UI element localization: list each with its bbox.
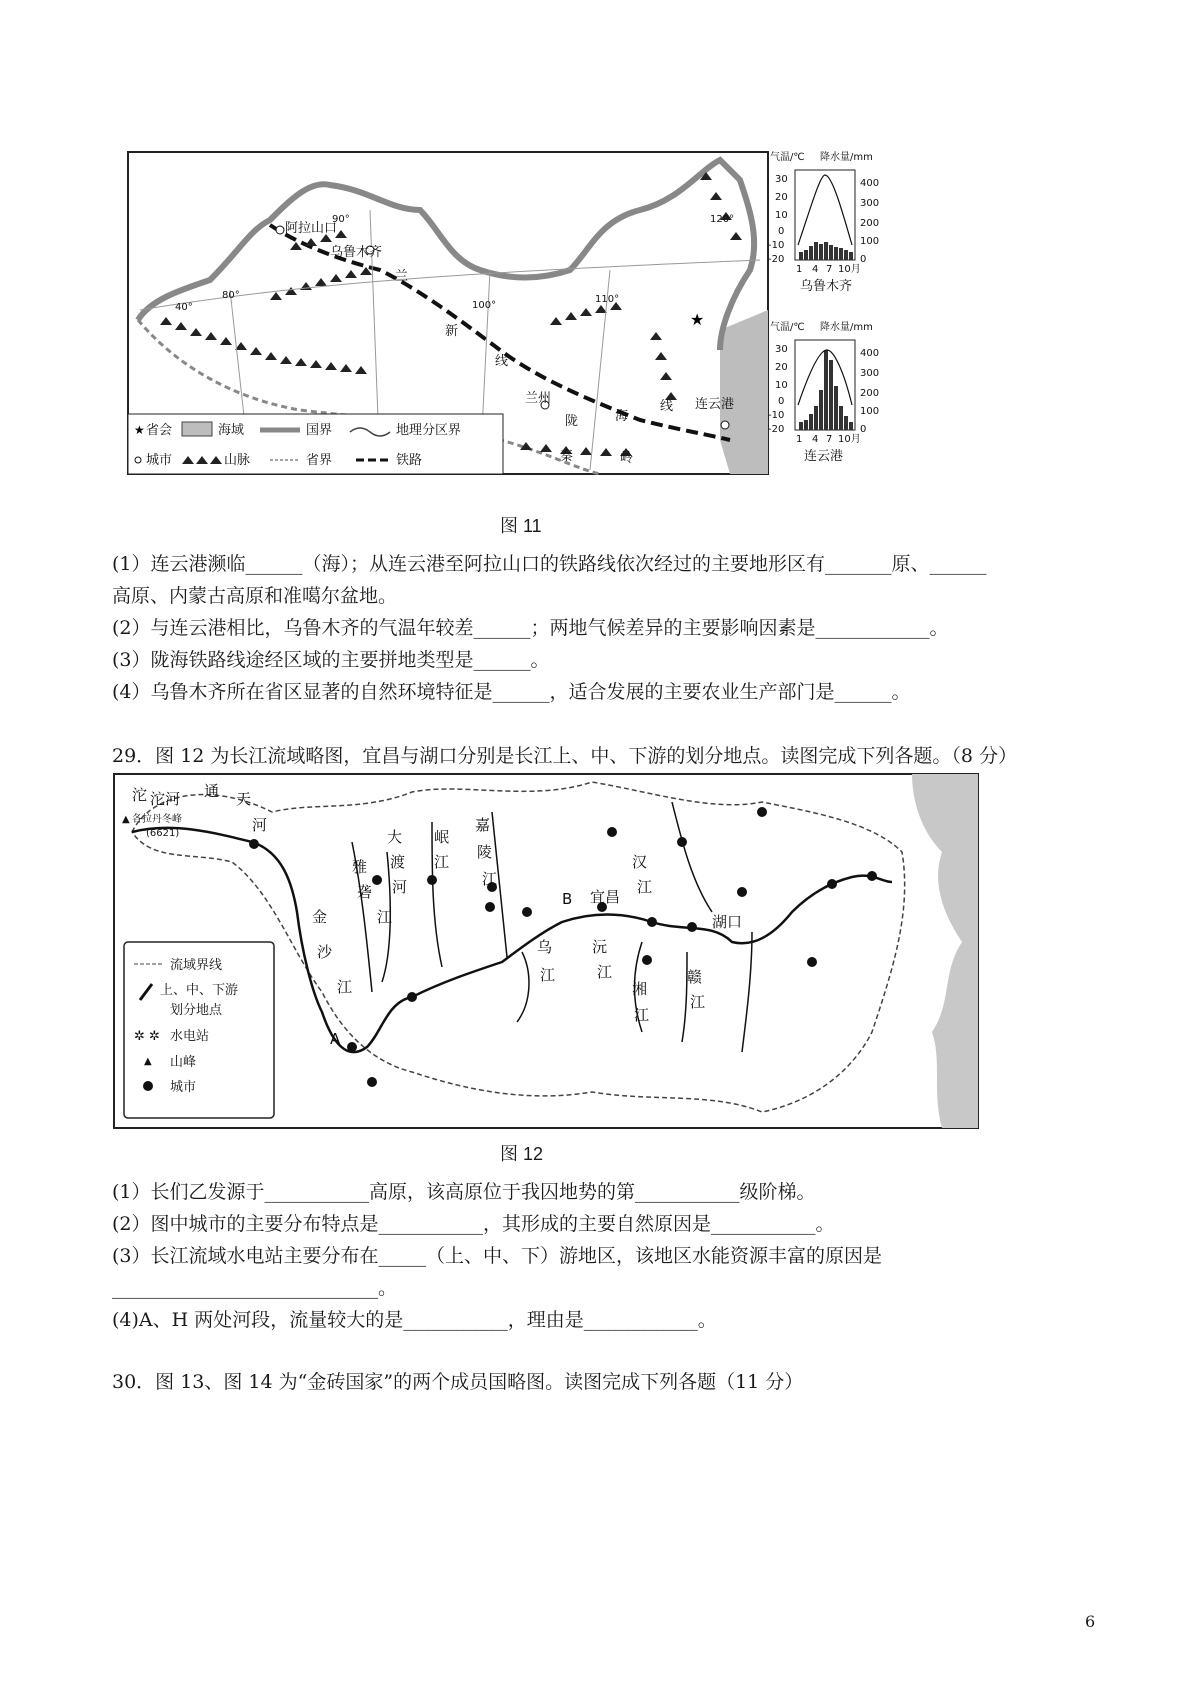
- label-urumqi: 乌鲁木齐: [330, 245, 383, 260]
- q29-line2: (2）图中城市的主要分布特点是___________，其形成的主要自然原因是___________。: [112, 1213, 835, 1235]
- legend-hydro: 水电站: [170, 1029, 210, 1044]
- lbl-xiang: 湘: [632, 980, 648, 998]
- lbl-min: 岷: [434, 828, 450, 846]
- q29-line1: (1）长们乙发源于___________高原，该高原位于我囚地势的第___________级阶梯。: [112, 1181, 816, 1203]
- label-lat40: 40°: [175, 302, 193, 313]
- q28-line5: (4）乌鲁木齐所在省区显著的自然环境特征是______，适合发展的主要农业生产部门是______。: [112, 681, 911, 703]
- lbl-han: 汉: [632, 853, 648, 871]
- lbl-jiang4: 江: [482, 870, 498, 888]
- lbl-jiang5: 江: [540, 966, 556, 984]
- lyg-m-1: 4: [812, 434, 819, 445]
- climate-chart-lianyungang: [768, 320, 879, 464]
- peak-legend-icon: ▲: [144, 1056, 152, 1067]
- lyg-m-0: 1: [796, 434, 803, 445]
- lbl-yuan: 沅: [592, 938, 608, 956]
- legend-region-border: 地理分区界: [396, 423, 462, 438]
- lyg-temp-axis: 气温/℃: [770, 322, 805, 333]
- lyg-tt-3: 0: [778, 396, 785, 407]
- label-hai: 海: [615, 409, 629, 424]
- figure-11-caption: 图 11: [500, 516, 542, 536]
- urumqi-tt-0: 30: [775, 174, 788, 185]
- label-alashankou: 阿拉山口: [285, 221, 338, 236]
- lbl-elev: (6621): [146, 828, 180, 839]
- label-lon90: 90°: [332, 214, 350, 225]
- label-xian2: 线: [660, 399, 674, 414]
- legend-province-border: 省界: [306, 453, 333, 468]
- lyg-pt-1: 300: [860, 368, 880, 379]
- label-qin: 秦: [560, 449, 574, 464]
- q29-line4: ____________________________。: [112, 1277, 398, 1299]
- sea-area: [720, 310, 768, 474]
- lbl-jiang6: 江: [637, 878, 653, 896]
- lbl-jin: 金: [312, 908, 328, 926]
- lyg-m-2: 7: [826, 434, 833, 445]
- lbl-peak: 各拉丹冬峰: [132, 814, 182, 825]
- lbl-jiang8: 江: [634, 1006, 650, 1024]
- lbl-tuotuo: 沱: [132, 786, 148, 804]
- urumqi-tt-1: 20: [775, 192, 788, 203]
- lbl-yichang: 宜昌: [590, 888, 621, 906]
- capital-star-icon: ★: [690, 310, 705, 329]
- peak-icon: ▲: [122, 814, 130, 825]
- figure-12: [112, 772, 982, 1132]
- lyg-pt-0: 400: [860, 348, 880, 359]
- urumqi-chart-city: 乌鲁木齐: [800, 279, 853, 294]
- legend-basin-border: 流域界线: [170, 958, 223, 973]
- lyg-tt-1: 20: [775, 362, 788, 373]
- q28-line4: (3）陇海铁路线途经区域的主要拼地类型是______。: [112, 649, 550, 671]
- label-lon100: 100°: [472, 300, 497, 311]
- label-lianyungang: 连云港: [695, 397, 735, 412]
- climate-chart-urumqi: [768, 150, 879, 294]
- figure-12-legend: [124, 942, 274, 1118]
- label-lanzhou: 兰州: [525, 391, 552, 406]
- lbl-gan: 赣: [687, 968, 703, 986]
- lbl-jiang9: 江: [690, 993, 706, 1011]
- lyg-tt-4: -10: [768, 410, 785, 421]
- lyg-tt-2: 10: [775, 380, 788, 391]
- lbl-long: 砻: [357, 883, 373, 901]
- urumqi-tt-4: -10: [768, 240, 785, 251]
- lbl-B: B: [562, 890, 573, 908]
- urumqi-tt-5: -20: [768, 254, 785, 265]
- q28-line2: 高原、内蒙古高原和准噶尔盆地。: [112, 585, 398, 607]
- lbl-tian: 天: [236, 790, 252, 808]
- q29-line3: (3）长江流域水电站主要分布在_____（上、中、下）游地区，该地区水能资源丰富的原因是: [112, 1245, 883, 1267]
- legend-city: 城市: [146, 453, 173, 468]
- lbl-da: 大: [387, 828, 403, 846]
- urumqi-pt-4: 0: [860, 254, 867, 265]
- urumqi-pt-2: 200: [860, 218, 880, 229]
- label-xian: 线: [495, 354, 509, 369]
- legend-division: 上、中、下游: [160, 983, 239, 998]
- urumqi-pt-3: 100: [860, 236, 880, 247]
- label-lon120: 120°: [710, 214, 735, 225]
- urumqi-pt-1: 300: [860, 198, 880, 209]
- page-number: 6: [1085, 1612, 1096, 1631]
- lyg-pt-3: 100: [860, 406, 880, 417]
- urumqi-tt-3: 0: [778, 226, 785, 237]
- city-lianyungang: [721, 421, 729, 429]
- lyg-pt-2: 200: [860, 388, 880, 399]
- legend-capital: 省会: [146, 423, 173, 438]
- lbl-du: 渡: [390, 853, 406, 871]
- urumqi-pt-0: 400: [860, 178, 880, 189]
- lbl-jiang3: 江: [434, 853, 450, 871]
- q28-line1: (1）连云港濒临______（海）；从连云港至阿拉山口的铁路线依次经过的主要地形区有_______原、______: [112, 553, 987, 575]
- lyg-chart-city: 连云港: [804, 449, 844, 464]
- lbl-tong: 通: [204, 782, 220, 800]
- lyg-m-3: 10月: [838, 434, 861, 445]
- city-alashankou: [276, 226, 284, 234]
- label-long: 陇: [565, 414, 579, 429]
- legend-national-border: 国界: [306, 423, 333, 438]
- label-lan: 兰: [395, 269, 409, 284]
- lyg-pt-4: 0: [860, 424, 867, 435]
- legend-mountain: 山脉: [224, 453, 251, 468]
- urumqi-m-1: 4: [812, 264, 819, 275]
- lbl-jiang2: 江: [377, 908, 393, 926]
- q28-line3: (2）与连云港相比，乌鲁木齐的气温年较差______；两地气候差异的主要影响因素是____________。: [112, 617, 949, 639]
- q29-title: 29．图 12 为长江流域略图，宜昌与湖口分别是长江上、中、下游的划分地点。读图完成下列各题。（8 分）: [112, 745, 1018, 767]
- figure-12-map: [112, 772, 982, 1132]
- lbl-sha: 沙: [317, 943, 333, 961]
- urumqi-m-0: 1: [796, 264, 803, 275]
- legend-railway: 铁路: [396, 453, 423, 468]
- lyg-tt-5: -20: [768, 424, 785, 435]
- legend-division2: 划分地点: [170, 1003, 223, 1018]
- lbl-ya: 雅: [352, 858, 368, 876]
- figure-11-legend: [128, 414, 503, 474]
- urumqi-tt-2: 10: [775, 210, 788, 221]
- urumqi-m-2: 7: [826, 264, 833, 275]
- figure-12-caption: 图 12: [500, 1144, 544, 1164]
- hydro-icon: ✲ ✲: [134, 1029, 160, 1044]
- lbl-he: 河: [252, 816, 268, 834]
- lyg-precip-axis: 降水量/mm: [820, 322, 873, 333]
- legend-city: 城市: [170, 1080, 197, 1095]
- q30-title: 30．图 13、图 14 为“金砖国家”的两个成员国略图。读图完成下列各题（11 分）: [112, 1371, 804, 1393]
- urumqi-m-3: 10月: [838, 264, 861, 275]
- lbl-hukou: 湖口: [712, 913, 743, 931]
- lbl-tuotuohe: 沱河: [150, 790, 181, 808]
- lbl-jiang7: 江: [597, 963, 613, 981]
- lyg-tt-0: 30: [775, 344, 788, 355]
- lbl-jia: 嘉: [475, 816, 491, 834]
- lbl-ling: 陵: [477, 843, 493, 861]
- lbl-A: A: [330, 1030, 341, 1048]
- label-xin: 新: [445, 324, 459, 339]
- label-lon110: 110°: [595, 294, 620, 305]
- figure-11-map: [120, 150, 910, 490]
- label-ling: 岭: [620, 451, 634, 466]
- q29-line5: (4)A、H 两处河段，流量较大的是___________，理由是____________。: [112, 1309, 717, 1331]
- lbl-jiang1: 江: [337, 978, 353, 996]
- legend-sea: 海域: [218, 423, 245, 438]
- lbl-he2: 河: [392, 878, 408, 896]
- svg-text:★: ★: [134, 423, 145, 437]
- legend-peak: 山峰: [170, 1055, 197, 1070]
- label-lon80: 80°: [222, 290, 240, 301]
- urumqi-temp-axis: 气温/℃: [770, 152, 805, 163]
- lbl-wu: 乌: [537, 938, 553, 956]
- urumqi-precip-axis: 降水量/mm: [820, 152, 873, 163]
- figure-11: [120, 150, 910, 490]
